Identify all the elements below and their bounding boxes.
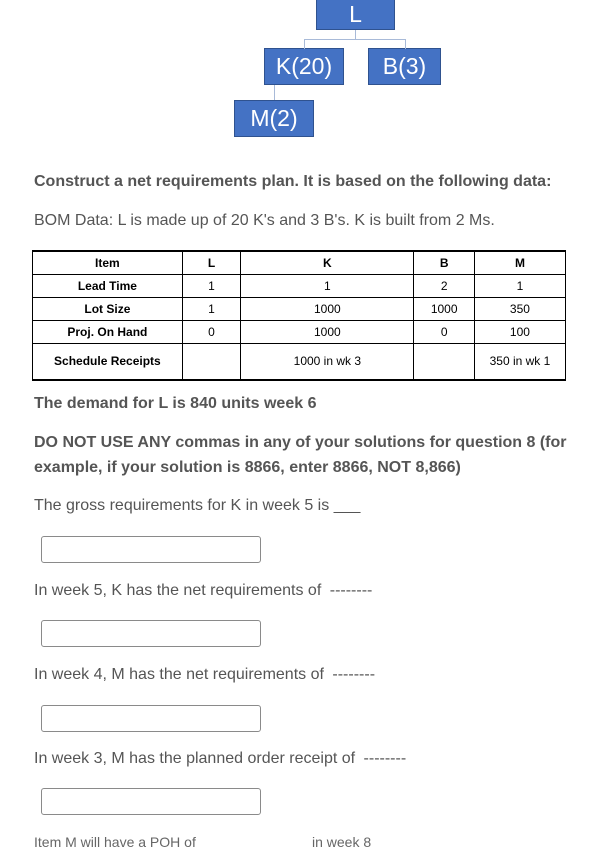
table-cell: 0 — [414, 320, 474, 343]
table-cell: 1 — [182, 274, 240, 297]
connector-line — [304, 39, 406, 49]
table-cell: 2 — [414, 274, 474, 297]
node-k — [264, 48, 344, 85]
question-blank: -------- — [332, 666, 376, 683]
table-header-cell: B — [414, 251, 474, 274]
node-m — [234, 100, 314, 137]
table-cell: Schedule Receipts — [33, 343, 183, 380]
table-row — [33, 320, 566, 343]
table-cell — [414, 343, 474, 380]
table-cell: 1 — [241, 274, 414, 297]
table-cell: Proj. On Hand — [33, 320, 183, 343]
question-text: The gross requirements for K in week 5 is — [34, 497, 330, 514]
node-l — [316, 0, 395, 30]
note-line-1: DO NOT USE ANY commas in any of your solutions for question 8 (for — [34, 434, 567, 451]
table-cell: 1 — [474, 274, 565, 297]
question-text: In week 3, M has the planned order receipt of — [34, 750, 356, 767]
table-cell: 1000 — [241, 297, 414, 320]
answer-input-3[interactable] — [41, 705, 261, 732]
table-row — [33, 274, 566, 297]
table-cell: 350 — [474, 297, 565, 320]
node-b-label: B(3) — [382, 53, 427, 79]
table-row — [33, 297, 566, 320]
instructions: Construct a net requirements plan. It is based on the following data: — [34, 173, 552, 190]
question-2 — [34, 582, 372, 600]
question-blank: -------- — [363, 750, 407, 767]
table-cell: 1000 in wk 3 — [241, 343, 414, 380]
question-3 — [34, 666, 375, 684]
table-cell — [182, 343, 240, 380]
question-blank: -------- — [329, 582, 373, 599]
table-cell: 350 in wk 1 — [474, 343, 565, 380]
table-cell: 1000 — [241, 320, 414, 343]
table-row — [33, 343, 566, 380]
question-1 — [34, 497, 360, 515]
demand-statement: The demand for L is 840 units week 6 — [34, 395, 317, 412]
connector-line — [355, 30, 356, 39]
question-4 — [34, 750, 406, 768]
question-text: In week 5, K has the net requirements of — [34, 582, 322, 599]
table-header-cell: M — [474, 251, 565, 274]
table-cell: 0 — [182, 320, 240, 343]
bom-data: BOM Data: L is made up of 20 K's and 3 B's. K is built from 2 Ms. — [34, 212, 495, 229]
node-m-label: M(2) — [250, 105, 298, 131]
note-line-2: example, if your solution is 8866, enter 8866, NOT 8,866) — [34, 459, 461, 476]
node-l-label: L — [349, 0, 362, 27]
answer-input-2[interactable] — [41, 620, 261, 647]
node-k-label: K(20) — [275, 53, 333, 79]
table-cell: 1 — [182, 297, 240, 320]
table-cell: 1000 — [414, 297, 474, 320]
answer-input-4[interactable] — [41, 788, 261, 815]
connector-line — [274, 85, 305, 100]
table-header-cell: Item — [33, 251, 183, 274]
node-b — [368, 48, 441, 85]
table-header-cell: L — [182, 251, 240, 274]
table-cell: Lead Time — [33, 274, 183, 297]
table-header-cell: K — [241, 251, 414, 274]
table-cell: 100 — [474, 320, 565, 343]
cutoff-text-left: Item M will have a POH of — [34, 834, 196, 850]
question-text: In week 4, M has the net requirements of — [34, 666, 324, 683]
answer-input-1[interactable] — [41, 536, 261, 563]
cutoff-text-right: in week 8 — [312, 834, 372, 850]
table-cell: Lot Size — [33, 297, 183, 320]
table-header-row — [33, 251, 566, 274]
question-blank: ___ — [333, 497, 361, 514]
data-table — [32, 250, 566, 381]
